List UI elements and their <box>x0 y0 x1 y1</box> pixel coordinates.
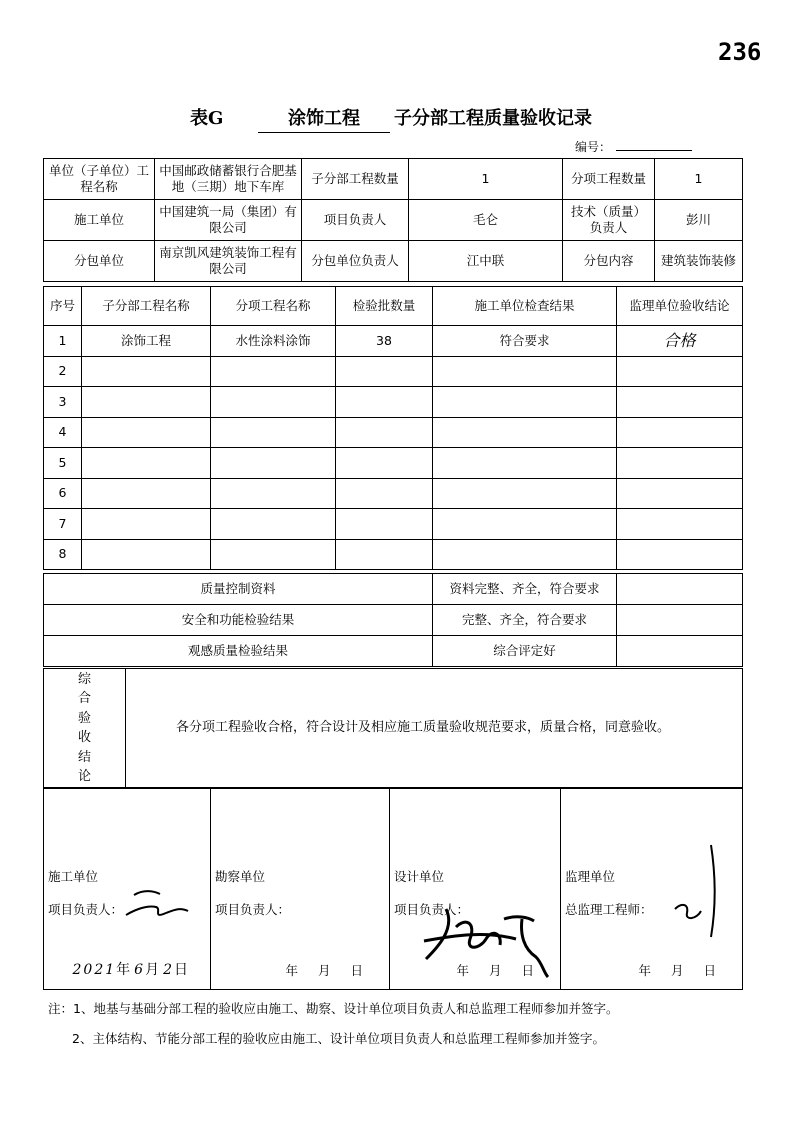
check-label: 观感质量检验结果 <box>44 636 433 667</box>
row-batch <box>336 509 433 540</box>
date-year-label: 年 <box>116 961 133 978</box>
check-label: 安全和功能检验结果 <box>44 605 433 636</box>
row-conclusion <box>617 478 743 509</box>
row-item-name <box>211 387 336 418</box>
row-item-name <box>211 448 336 479</box>
date-month-label: 月 <box>145 961 162 978</box>
signature-date <box>267 963 365 979</box>
unit-label: 单位（子单位）工程名称 <box>44 159 155 200</box>
check-label: 质量控制资料 <box>44 574 433 605</box>
conclusion-label-char: 合 <box>77 691 91 706</box>
check-conclusion <box>617 636 743 667</box>
date-month-label: 月 <box>670 963 686 979</box>
row-no: 5 <box>44 448 82 479</box>
row-item-name: 水性涂料涂饰 <box>211 326 336 357</box>
sub-content-value: 建筑装饰装修 <box>655 241 743 282</box>
conclusion-label-char: 论 <box>77 769 91 784</box>
note-line: 注：1、地基与基础分部工程的验收应由施工、勘察、设计单位项目负责人和总监理工程师参加并签字。 <box>48 1001 619 1016</box>
date-year-label: 年 <box>638 963 653 979</box>
table-row <box>44 509 743 540</box>
table-row <box>44 387 743 418</box>
signature-person-label: 总监理工程师： <box>565 902 653 917</box>
row-sub-name <box>82 417 211 448</box>
row-sub-name <box>82 539 211 570</box>
date-month-label: 月 <box>488 963 504 979</box>
row-batch <box>336 478 433 509</box>
handwritten-signature-icon <box>122 885 192 925</box>
row-no: 8 <box>44 539 82 570</box>
handwritten-signature-icon <box>671 841 731 941</box>
row-no: 2 <box>44 356 82 387</box>
items-header-row <box>44 287 743 326</box>
row-sub-name <box>82 509 211 540</box>
row-batch <box>336 417 433 448</box>
signature-block-supervisor <box>561 789 743 990</box>
date-day-label: 日 <box>521 963 536 979</box>
row-item-name <box>211 539 336 570</box>
check-result: 资料完整、齐全，符合要求 <box>433 574 617 605</box>
date-year: 2021 <box>72 961 117 978</box>
title-project-name: 涂饰工程 <box>258 104 390 133</box>
row-sub-name: 涂饰工程 <box>82 326 211 357</box>
row-item-name <box>211 417 336 448</box>
row-batch <box>336 387 433 418</box>
header-item-name: 分项工程名称 <box>211 287 336 326</box>
row-sub-name <box>82 356 211 387</box>
signature-unit: 设计单位 <box>394 869 445 884</box>
signatures-table <box>43 788 743 990</box>
signature-block-survey <box>211 789 390 990</box>
note-line: 2、主体结构、节能分部工程的验收应由施工、设计单位项目负责人和总监理工程师参加并签字。 <box>72 1031 605 1046</box>
sub-head-value: 江中联 <box>409 241 563 282</box>
row-no: 3 <box>44 387 82 418</box>
header-no: 序号 <box>44 287 82 326</box>
check-result: 综合评定好 <box>433 636 617 667</box>
signature-date <box>438 963 536 979</box>
sub-count-value: 1 <box>409 159 563 200</box>
row-result: 符合要求 <box>433 326 617 357</box>
table-row <box>44 417 743 448</box>
row-no: 6 <box>44 478 82 509</box>
date-year-label: 年 <box>456 963 471 979</box>
signature-person-label: 项目负责人： <box>394 902 470 917</box>
sub-head-label: 分包单位负责人 <box>302 241 409 282</box>
table-row <box>44 326 743 357</box>
row-conclusion <box>617 387 743 418</box>
signature-person-label: 项目负责人： <box>48 902 124 917</box>
signature-unit: 施工单位 <box>48 869 99 884</box>
conclusion-label-char: 结 <box>77 749 91 765</box>
pm-label: 项目负责人 <box>302 200 409 241</box>
row-item-name <box>211 356 336 387</box>
signature-unit: 勘察单位 <box>215 869 266 884</box>
date-day-label: 日 <box>174 961 190 978</box>
row-conclusion <box>617 509 743 540</box>
row-result <box>433 417 617 448</box>
row-no: 1 <box>44 326 82 357</box>
row-item-name <box>211 478 336 509</box>
row-conclusion <box>617 448 743 479</box>
row-batch <box>336 539 433 570</box>
title-prefix: 表G <box>190 108 224 129</box>
row-result <box>433 448 617 479</box>
date-day-label: 日 <box>350 963 365 979</box>
conclusion-label-char: 综 <box>77 671 91 687</box>
date-day: 2 <box>163 961 174 978</box>
items-table <box>43 286 743 570</box>
item-count-label: 分项工程数量 <box>563 159 655 200</box>
pm-value: 毛仑 <box>409 200 563 241</box>
check-row <box>44 636 743 667</box>
check-conclusion <box>617 574 743 605</box>
number-blank-line <box>616 150 692 151</box>
constructor-value: 中国建筑一局（集团）有限公司 <box>155 200 302 241</box>
row-result <box>433 478 617 509</box>
check-conclusion <box>617 605 743 636</box>
check-row <box>44 574 743 605</box>
date-month-label: 月 <box>317 963 333 979</box>
header-conclusion: 监理单位验收结论 <box>617 287 743 326</box>
constructor-label: 施工单位 <box>44 200 155 241</box>
row-result <box>433 539 617 570</box>
row-conclusion: 合格 <box>617 326 743 357</box>
subcontractor-label: 分包单位 <box>44 241 155 282</box>
conclusion-text: 各分项工程验收合格，符合设计及相应施工质量验收规范要求，质量合格，同意验收。 <box>126 669 743 788</box>
header-result: 施工单位检查结果 <box>433 287 617 326</box>
row-batch <box>336 356 433 387</box>
row-no: 4 <box>44 417 82 448</box>
signature-block-design <box>390 789 561 990</box>
row-result <box>433 509 617 540</box>
unit-value: 中国邮政储蓄银行合肥基地（三期）地下车库 <box>155 159 302 200</box>
header-batch: 检验批数量 <box>336 287 433 326</box>
signature-person-label: 项目负责人： <box>215 902 291 917</box>
title-suffix: 子分部工程质量验收记录 <box>394 108 592 129</box>
row-batch <box>336 448 433 479</box>
signature-date <box>55 962 190 980</box>
notes <box>48 994 618 1054</box>
sub-count-label: 子分部工程数量 <box>302 159 409 200</box>
row-item-name <box>211 509 336 540</box>
item-count-value: 1 <box>655 159 743 200</box>
row-sub-name <box>82 448 211 479</box>
header-sub-name: 子分部工程名称 <box>82 287 211 326</box>
table-row <box>44 478 743 509</box>
row-result <box>433 387 617 418</box>
conclusion-table <box>43 668 743 788</box>
date-day-label: 日 <box>703 963 718 979</box>
page-number: 236 <box>718 38 762 66</box>
date-month: 6 <box>134 961 146 978</box>
row-conclusion <box>617 539 743 570</box>
row-conclusion <box>617 417 743 448</box>
conclusion-label <box>44 669 126 788</box>
tech-value: 彭川 <box>655 200 743 241</box>
signature-date <box>620 963 718 979</box>
check-row <box>44 605 743 636</box>
table-row <box>44 539 743 570</box>
conclusion-label-char: 收 <box>77 730 91 745</box>
row-conclusion <box>617 356 743 387</box>
signature-block-constructor <box>44 789 211 990</box>
checks-table <box>43 573 743 667</box>
form-title <box>0 100 800 132</box>
row-result <box>433 356 617 387</box>
row-sub-name <box>82 478 211 509</box>
subcontractor-value: 南京凯风建筑装饰工程有限公司 <box>155 241 302 282</box>
signature-unit: 监理单位 <box>565 869 616 884</box>
conclusion-label-char: 验 <box>77 710 91 726</box>
check-result: 完整、齐全，符合要求 <box>433 605 617 636</box>
table-row <box>44 356 743 387</box>
row-no: 7 <box>44 509 82 540</box>
row-batch: 38 <box>336 326 433 357</box>
tech-label: 技术（质量）负责人 <box>563 200 655 241</box>
sub-content-label: 分包内容 <box>563 241 655 282</box>
number-label: 编号： <box>575 140 612 154</box>
project-info-table <box>43 158 743 282</box>
table-row <box>44 448 743 479</box>
row-sub-name <box>82 387 211 418</box>
date-year-label: 年 <box>285 963 300 979</box>
